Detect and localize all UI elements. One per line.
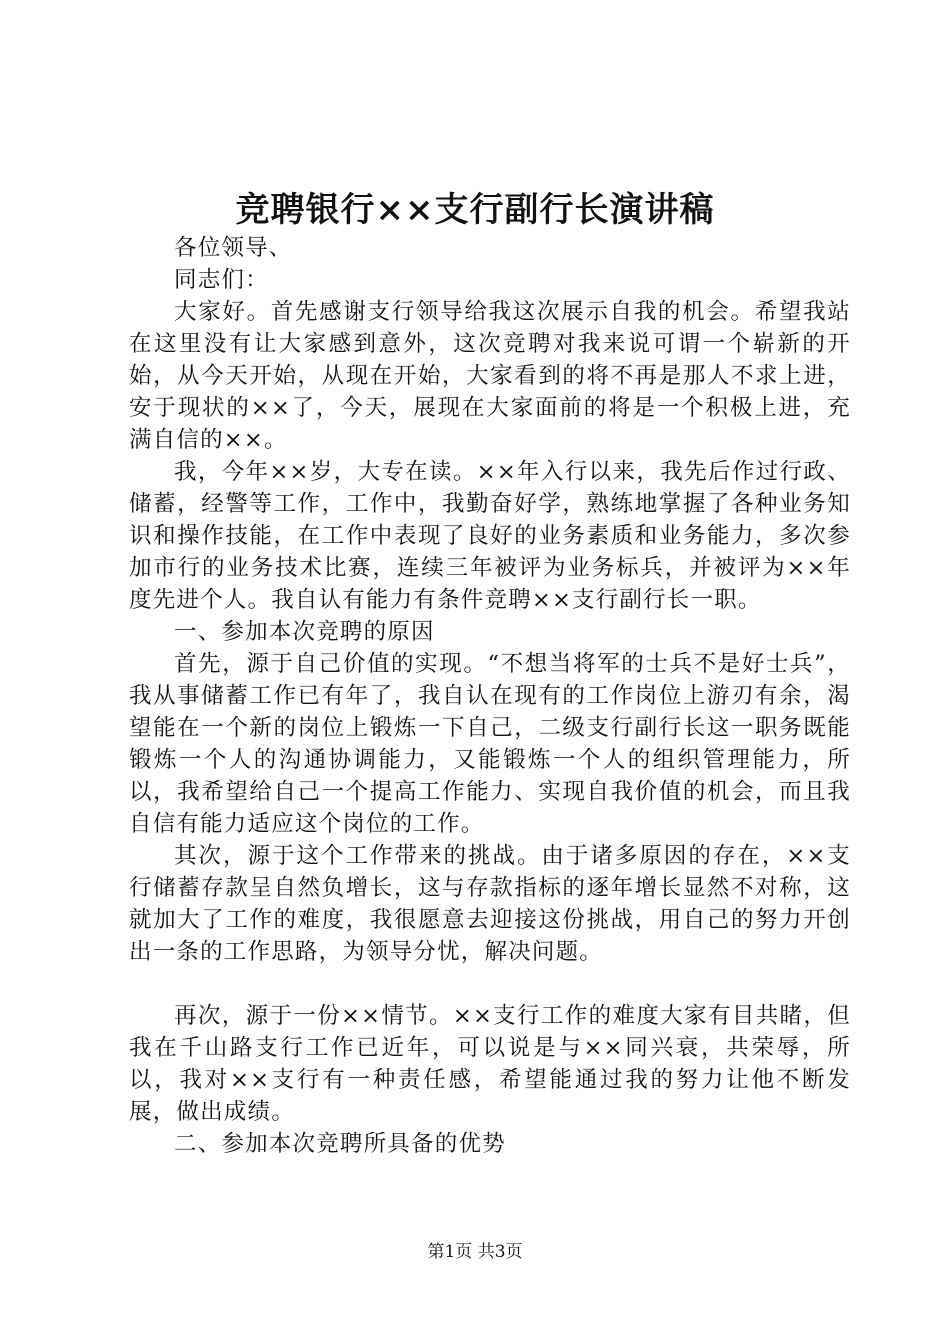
- document-title: 竞聘银行××支行副行长演讲稿: [235, 190, 715, 230]
- paragraph-greeting: 大家好。首先感谢支行领导给我这次展示自我的机会。希望我站在这里没有让大家感到意外，这次竞聘对我来说可谓一个崭新的开始，从今天开始，从现在开始，大家看到的将不再是那人不求上进，安于现状的××了，今天，展现在大家面前的将是一个积极上进，充满自信的××。: [129, 299, 851, 453]
- paragraph-reason-second: 其次，源于这个工作带来的挑战。由于诸多原因的存在，××支行储蓄存款呈自然负增长，这与存款指标的逐年增长显然不对称，这就加大了工作的难度，我很愿意去迎接这份挑战，用自己的努力开创出一条的工作思路，为领导分忧，解决问题。: [129, 843, 851, 965]
- salutation-comrades: 同志们：: [174, 267, 269, 293]
- paragraph-reason-first: 首先，源于自己价值的实现。“不想当将军的士兵不是好士兵”，我从事储蓄工作已有年了，我自认在现有的工作岗位上游刃有余，渴望能在一个新的岗位上锻炼一下自己，二级支行副行长这一职务既能锻炼一个人的沟通协调能力，又能锻炼一个人的组织管理能力，所以，我希望给自己一个提高工作能力、实现自我价值的机会，而且我自信有能力适应这个岗位的工作。: [129, 651, 851, 837]
- section-heading-advantages: 二、参加本次竞聘所具备的优势: [174, 1131, 506, 1157]
- document-body: [129, 232, 851, 1160]
- paragraph-reason-third: 再次，源于一份××情节。××支行工作的难度大家有目共睹，但我在千山路支行工作已近年，可以说是与××同兴衰，共荣辱，所以，我对××支行有一种责任感，希望能通过我的努力让他不断发展，做出成绩。: [129, 1003, 851, 1125]
- paragraph-self-introduction: 我，今年××岁，大专在读。××年入行以来，我先后作过行政、储蓄，经警等工作，工作中，我勤奋好学，熟练地掌握了各种业务知识和操作技能，在工作中表现了良好的业务素质和业务能力，多次参加市行的业务技术比赛，连续三年被评为业务标兵，并被评为××年度先进个人。我自认有能力有条件竞聘××支行副行长一职。: [129, 459, 851, 613]
- salutation-leaders: 各位领导、: [174, 235, 293, 261]
- section-heading-reasons: 一、参加本次竞聘的原因: [174, 619, 435, 645]
- page-number-footer: 第1页 共3页: [427, 1242, 523, 1262]
